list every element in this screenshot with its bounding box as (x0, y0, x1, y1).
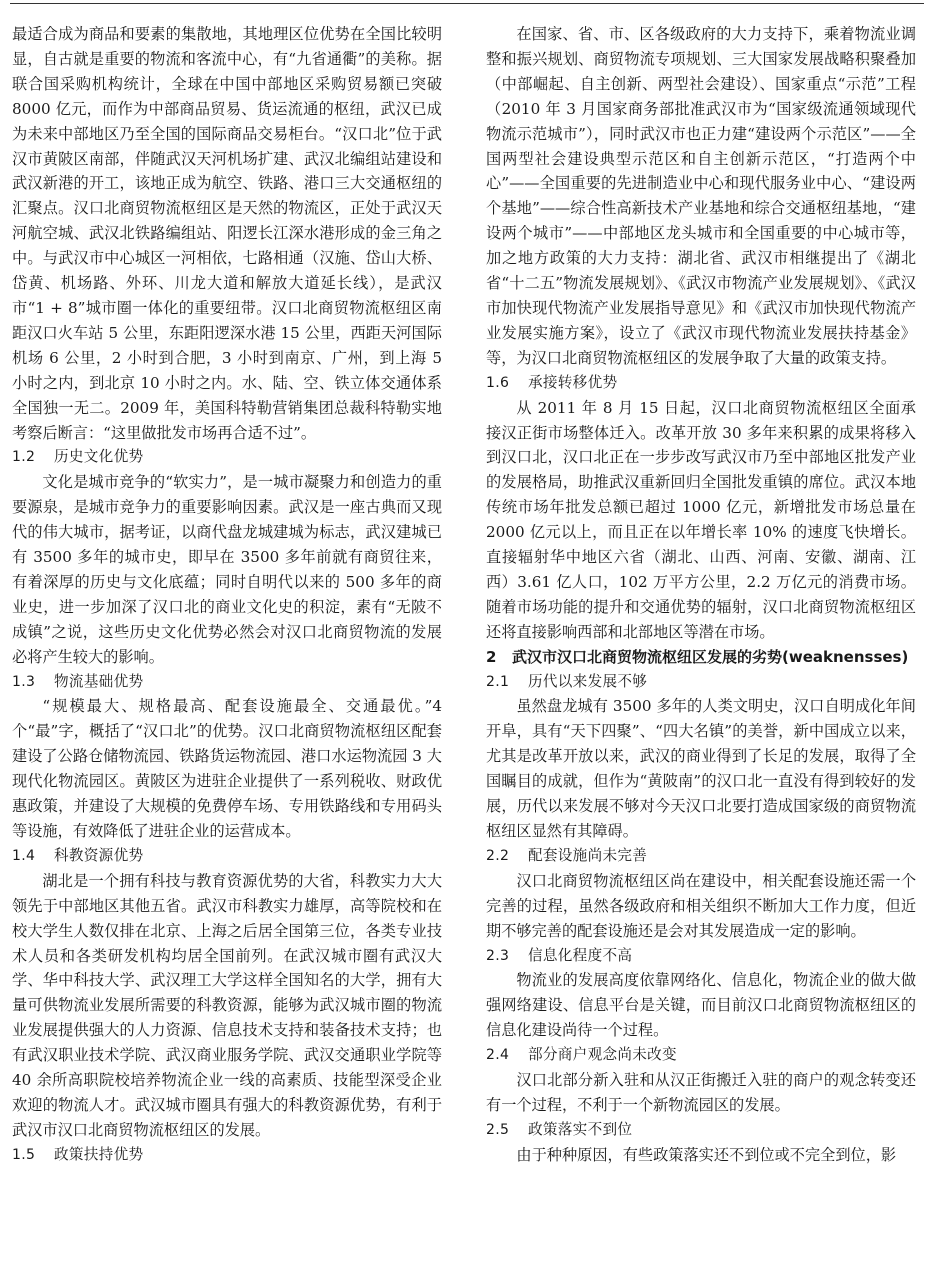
section-heading-2-3 (486, 944, 916, 969)
section-heading-1-4 (12, 844, 442, 869)
section-heading-1-2 (12, 445, 442, 470)
section-number: 2.5 (486, 1121, 510, 1138)
paragraph-informatization: 物流业的发展高度依靠网络化、信息化，物流企业的做大做强网络建设、信息平台是关键，而目前汉口北商贸物流枢纽区的信息化建设尚待一个过程。 (486, 971, 916, 1040)
paragraph-transfer-advantage: 从 2011 年 8 月 15 日起，汉口北商贸物流枢纽区全面承接汉正街市场整体迁入。改革开放 30 多年来积累的成果将移入到汉口北，汉口北正在一步步改写武汉市乃至中部地区批发产业的发展格局，助推武汉重新回归全国批发重镇的席位。武汉本地传统市场年批发总额已超过 1000 亿元，新增批发市场总量在 2000 亿元以上，而且正在以年增长率 10% 的速度飞快增长。直接辐射华中地区六省（湖北、山西、河南、安徽、湖南、江西）3.61 亿人口，102 万平方公里，2.2 万亿元的消费市场。随着市场功能的提升和交通优势的辐射，汉口北商贸物流枢纽区还将直接影响西部和北部地区等潜在市场。 (486, 398, 916, 641)
section-title: 部分商户观念尚未改变 (528, 1046, 677, 1064)
section-number: 2 (486, 647, 497, 666)
section-title: 承接转移优势 (528, 373, 618, 391)
section-number: 2.1 (486, 673, 510, 690)
section-title: 政策落实不到位 (528, 1120, 633, 1138)
paragraph-facilities: 汉口北商贸物流枢纽区尚在建设中，相关配套设施还需一个完善的过程，虽然各级政府和相关组织不断加大工作力度，但近期不够完善的配套设施还是会对其发展造成一定的影响。 (486, 871, 916, 940)
section-number: 2.3 (486, 947, 510, 964)
section-heading-1-3 (12, 670, 442, 695)
section-heading-2-2 (486, 844, 916, 869)
paragraph-policy-support: 在国家、省、市、区各级政府的大力支持下，乘着物流业调整和振兴规划、商贸物流专项规划、三大国家发展战略积聚叠加（中部崛起、自主创新、两型社会建设）、国家重点“示范”工程（2010 年 3 月国家商务部批准武汉市为“国家级流通领域现代物流示范城市”），同时武汉市也正力建“建设两个示范区”——全国两型社会建设典型示范区和自主创新示范区，“打造两个中心”——全国重要的先进制造业中心和现代服务业中心、“建设两个基地”——综合性高新技术产业基地和综合交通枢纽基地，“建设两个城市”——中部地区龙头城市和全国重要的中心城市等，加之地方政策的大力支持：湖北省、武汉市相继提出了《湖北省“十二五”物流发展规划》、《武汉市物流产业发展规划》、《武汉市加快现代物流产业发展指导意见》和《武汉市加快现代物流产业发展实施方案》，设立了《武汉市现代物流业发展扶持基金》等，为汉口北商贸物流枢纽区的发展争取了大量的政策支持。 (486, 25, 916, 367)
section-number: 2.4 (486, 1047, 510, 1064)
right-column (486, 22, 916, 1168)
section-number: 1.5 (12, 1146, 36, 1163)
section-title: 武汉市汉口北商贸物流枢纽区发展的劣势(weaknensses) (512, 647, 909, 666)
section-number: 1.3 (12, 673, 36, 690)
paragraph-science-education: 湖北是一个拥有科技与教育资源优势的大省，科教实力大大领先于中部地区其他五省。武汉市科教实力雄厚，高等院校和在校大学生人数仅排在北京、上海之后居全国第三位，各类专业技术人员和各类研发机构均居全国前列。在武汉城市圈有武汉大学、华中科技大学、武汉理工大学这样全国知名的大学，拥有大量可供物流业发展所需要的科教资源，能够为武汉城市圈的物流业发展提供强大的人力资源、信息技术支持和装备技术支持；也有武汉职业技术学院、武汉商业服务学院、武汉交通职业学院等 40 余所高职院校培养物流企业一线的高素质、技能型深受企业欢迎的物流人才。武汉城市圈具有强大的科教资源优势，有利于武汉市汉口北商贸物流枢纽区的发展。 (12, 871, 442, 1139)
section-heading-2-5 (486, 1118, 916, 1143)
section-number: 1.6 (486, 374, 510, 391)
section-heading-2 (486, 645, 916, 670)
section-title: 历史文化优势 (54, 448, 144, 466)
header-rule (10, 3, 924, 4)
section-heading-2-1 (486, 670, 916, 695)
section-title: 信息化程度不高 (528, 946, 633, 964)
left-column (12, 22, 442, 1168)
section-heading-2-4 (486, 1043, 916, 1068)
section-number: 1.4 (12, 847, 36, 864)
paragraph-history-culture: 文化是城市竞争的“软实力”，是一城市凝聚力和创造力的重要源泉，是城市竞争力的重要影响因素。武汉是一座古典而又现代的伟大城市，据考证，以商代盘龙城建城为标志，武汉建城已有 3500 多年的城市史，即早在 3500 多年前就有商贸往来，有着深厚的历史与文化底蕴；同时自明代以来的 500 多年的商业史，进一步加深了汉口北的商业文化史的积淀，素有“无陂不成镇”之说，这些历史文化优势必然会对汉口北商贸物流的发展必将产生较大的影响。 (12, 473, 442, 666)
section-number: 1.2 (12, 449, 36, 466)
section-title: 物流基础优势 (54, 672, 144, 690)
section-title: 政策扶持优势 (54, 1145, 144, 1163)
section-title: 配套设施尚未完善 (528, 846, 648, 864)
section-title: 科教资源优势 (54, 846, 144, 864)
paragraph-merchant-mindset: 汉口北部分新入驻和从汉正街搬迁入驻的商户的观念转变还有一个过程，不利于一个新物流园区的发展。 (486, 1071, 916, 1114)
section-number: 2.2 (486, 847, 510, 864)
paragraph-location-continued: 最适合成为商品和要素的集散地，其地理区位优势在全国比较明显，自古就是重要的物流和客流中心，有“九省通衢”的美称。据联合国采购机构统计，全球在中国中部地区采购贸易额已突破 8000 亿元，而作为中部商品贸易、货运流通的枢纽，武汉已成为未来中部地区乃至全国的国际商品交易柜台。“汉口北”位于武汉市黄陂区南部，伴随武汉天河机场扩建、武汉北编组站建设和武汉新港的开工，该地正成为航空、铁路、港口三大交通枢纽的汇聚点。汉口北商贸物流枢纽区是天然的物流区，正处于武汉天河航空城、武汉北铁路编组站、阳逻长江深水港形成的金三角之中。与武汉市中心城区一河相依，七路相通（汉施、岱山大桥、岱黄、机场路、外环、川龙大道和解放大道延长线），是武汉市“1 + 8”城市圈一体化的重要纽带。汉口北商贸物流枢纽区南距汉口火车站 5 公里，东距阳逻深水港 15 公里，西距天河国际机场 6 公里，2 小时到合肥，3 小时到南京、广州，到上海 5 小时之内，到北京 10 小时之内。水、陆、空、铁立体交通体系全国独一无二。2009 年，美国科特勒营销集团总裁科特勒实地考察后断言：“这里做批发市场再合适不过”。 (12, 25, 442, 442)
paragraph-logistics-base: “规模最大、规格最高、配套设施最全、交通最优。”4 个“最”字，概括了“汉口北”的优势。汉口北商贸物流枢纽区配套建设了公路仓储物流园、铁路货运物流园、港口水运物流园 3 大现代化物流园区。黄陂区为进驻企业提供了一系列税收、财政优惠政策，并建设了大规模的免费停车场、专用铁路线和专用码头等设施，有效降低了进驻企业的运营成本。 (12, 697, 442, 840)
paragraph-historical-development: 虽然盘龙城有 3500 多年的人类文明史，汉口自明成化年间开阜，具有“天下四聚”、“四大名镇”的美誉，新中国成立以来，尤其是改革开放以来，武汉的商业得到了长足的发展，取得了全国瞩目的成就，但作为“黄陂南”的汉口北一直没有得到较好的发展，历代以来发展不够对今天汉口北要打造成国家级的商贸物流枢纽区显然有其障碍。 (486, 697, 916, 840)
section-heading-1-5 (12, 1143, 442, 1168)
section-heading-1-6 (486, 371, 916, 396)
section-title: 历代以来发展不够 (528, 672, 648, 690)
paragraph-policy-implementation: 由于种种原因，有些政策落实还不到位或不完全到位，影 (516, 1145, 897, 1164)
